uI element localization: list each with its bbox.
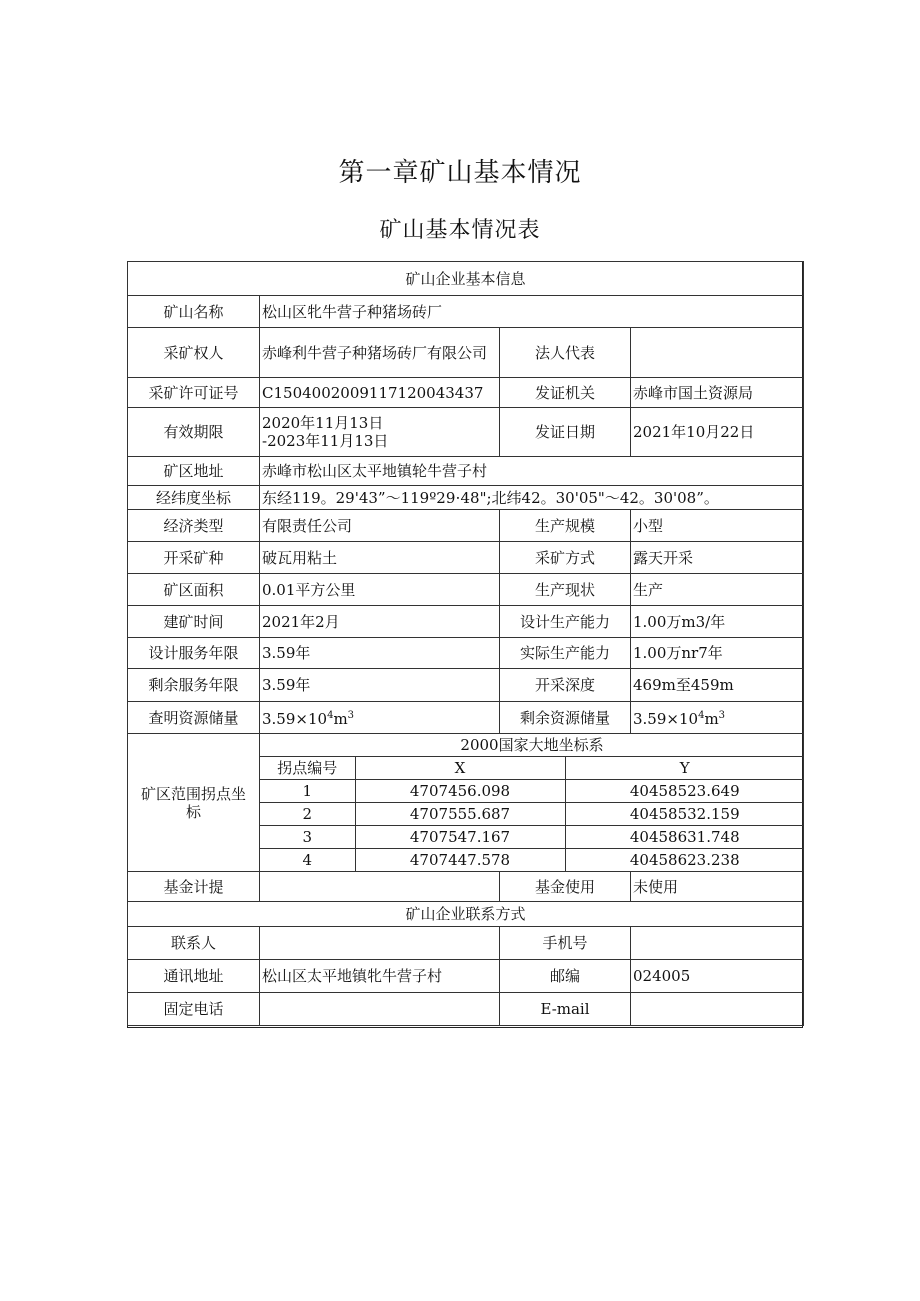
- row-coordinates: [128, 734, 804, 872]
- validity-label: 有效期限: [128, 408, 260, 457]
- row-coords: [128, 486, 804, 510]
- issue-date-value: 2021年10月22日: [631, 408, 804, 457]
- coord-point-y: 40458631.748: [565, 826, 804, 849]
- row-design-life: [128, 638, 804, 669]
- coord-range-label-line2: 标: [185, 802, 201, 821]
- design-capacity-value: 1.00万m3/年: [631, 606, 804, 638]
- postcode-label: 邮编: [500, 960, 631, 993]
- reserves-unit: m: [333, 710, 348, 728]
- phone-value: [260, 993, 500, 1026]
- coord-point-x: 4707555.687: [355, 803, 565, 826]
- scale-value: 小型: [631, 510, 804, 542]
- built-value: 2021年2月: [260, 606, 500, 638]
- coord-header-row: [260, 757, 804, 780]
- remain-reserves-exponent: 4: [698, 710, 705, 721]
- reserves-number: 3.59×10: [262, 710, 328, 728]
- depth-value: 469m至459m: [631, 669, 804, 702]
- area-value: 0.01平方公里: [260, 574, 500, 606]
- remain-reserves-value: [631, 702, 804, 734]
- row-phone: [128, 993, 804, 1026]
- coord-point-x: 4707456.098: [355, 780, 565, 803]
- method-value: 露天开采: [631, 542, 804, 574]
- status-label: 生产现状: [500, 574, 631, 606]
- row-reserves: [128, 702, 804, 734]
- email-label: E-mail: [500, 993, 631, 1026]
- coord-point-row: [260, 803, 804, 826]
- econ-value: 有限责任公司: [260, 510, 500, 542]
- section-header-contact: [128, 902, 804, 927]
- coord-point-y: 40458532.159: [565, 803, 804, 826]
- row-fund: [128, 872, 804, 902]
- chapter-title: 第一章矿山基本情况: [338, 158, 582, 188]
- design-life-label: 设计服务年限: [128, 638, 260, 669]
- design-life-value: 3.59年: [260, 638, 500, 669]
- coord-table: [260, 734, 804, 871]
- row-contact-person: [128, 927, 804, 960]
- license-value: C1504002009117120043437: [260, 378, 500, 408]
- coord-system-row: [260, 734, 804, 757]
- address-label: 矿区地址: [128, 457, 260, 486]
- contact-person-label: 联系人: [128, 927, 260, 960]
- row-area: [128, 574, 804, 606]
- validity-start: 2020年11月13日: [262, 414, 384, 432]
- coord-range-label: [128, 734, 260, 872]
- reserves-exponent: 4: [327, 710, 334, 721]
- section-header-basic: [128, 262, 804, 296]
- coord-range-label-line1: 矿区范围拐点坐: [140, 784, 246, 803]
- reserves-value: [260, 702, 500, 734]
- row-mine-name: [128, 296, 804, 328]
- coord-point-x: 4707547.167: [355, 826, 565, 849]
- legal-rep-label: 法人代表: [500, 328, 631, 378]
- validity-value: [260, 408, 500, 457]
- table-title: 矿山基本情况表: [379, 218, 541, 243]
- coord-header-id: 拐点编号: [260, 757, 355, 780]
- actual-capacity-label: 实际生产能力: [500, 638, 631, 669]
- owner-label: 采矿权人: [128, 328, 260, 378]
- depth-label: 开采深度: [500, 669, 631, 702]
- reserves-label: 查明资源储量: [128, 702, 260, 734]
- license-label: 采矿许可证号: [128, 378, 260, 408]
- section-basic-title: 矿山企业基本信息: [128, 262, 804, 296]
- mineral-value: 破瓦用粘土: [260, 542, 500, 574]
- row-validity: [128, 408, 804, 457]
- row-address: [128, 457, 804, 486]
- mobile-value: [631, 927, 804, 960]
- row-built: [128, 606, 804, 638]
- remain-reserves-number: 3.59×10: [633, 710, 699, 728]
- remain-life-value: 3.59年: [260, 669, 500, 702]
- reserves-unit-exponent: 3: [347, 710, 355, 721]
- owner-value: 赤峰利牛营子种猪场砖厂有限公司: [260, 328, 500, 378]
- row-license: [128, 378, 804, 408]
- coord-header-x: X: [355, 757, 565, 780]
- remain-reserves-unit: m: [704, 710, 719, 728]
- coord-point-row: [260, 826, 804, 849]
- validity-end: -2023年11月13日: [262, 432, 389, 450]
- legal-rep-value: [631, 328, 804, 378]
- mine-info-table: [127, 261, 804, 1026]
- email-value: [631, 993, 804, 1026]
- row-mineral: [128, 542, 804, 574]
- status-value: 生产: [631, 574, 804, 606]
- econ-label: 经济类型: [128, 510, 260, 542]
- coord-table-cell: [260, 734, 804, 872]
- issue-date-label: 发证日期: [500, 408, 631, 457]
- mineral-label: 开采矿种: [128, 542, 260, 574]
- row-econ: [128, 510, 804, 542]
- coords-label: 经纬度坐标: [128, 486, 260, 510]
- actual-capacity-value: 1.00万nr7年: [631, 638, 804, 669]
- address-value: 赤峰市松山区太平地镇轮牛营子村: [260, 457, 804, 486]
- section-contact-title: 矿山企业联系方式: [128, 902, 804, 927]
- mobile-label: 手机号: [500, 927, 631, 960]
- built-label: 建矿时间: [128, 606, 260, 638]
- coord-point-id: 4: [260, 849, 355, 872]
- coord-point-row: [260, 780, 804, 803]
- fund-use-label: 基金使用: [500, 872, 631, 902]
- coord-point-id: 3: [260, 826, 355, 849]
- mine-name-label: 矿山名称: [128, 296, 260, 328]
- coords-value: 东经119。29'43”～119º29⋅48";北纬42。30'05"～42。30'08”。: [260, 486, 804, 510]
- row-remain-life: [128, 669, 804, 702]
- coord-header-y: Y: [565, 757, 804, 780]
- mail-address-value: 松山区太平地镇牝牛营子村: [260, 960, 500, 993]
- mine-name-value: 松山区牝牛营子种猪场砖厂: [260, 296, 804, 328]
- row-mail-address: [128, 960, 804, 993]
- coord-point-y: 40458623.238: [565, 849, 804, 872]
- remain-reserves-label: 剩余资源储量: [500, 702, 631, 734]
- design-capacity-label: 设计生产能力: [500, 606, 631, 638]
- coord-point-row: [260, 849, 804, 872]
- issuer-label: 发证机关: [500, 378, 631, 408]
- method-label: 采矿方式: [500, 542, 631, 574]
- area-label: 矿区面积: [128, 574, 260, 606]
- coord-point-y: 40458523.649: [565, 780, 804, 803]
- coord-point-x: 4707447.578: [355, 849, 565, 872]
- fund-value: [260, 872, 500, 902]
- contact-person-value: [260, 927, 500, 960]
- coord-point-id: 1: [260, 780, 355, 803]
- postcode-value: 024005: [631, 960, 804, 993]
- mail-address-label: 通讯地址: [128, 960, 260, 993]
- issuer-value: 赤峰市国土资源局: [631, 378, 804, 408]
- row-owner: [128, 328, 804, 378]
- coord-point-id: 2: [260, 803, 355, 826]
- coord-system: 2000国家大地坐标系: [260, 734, 804, 757]
- remain-reserves-unit-exponent: 3: [718, 710, 726, 721]
- fund-label: 基金计提: [128, 872, 260, 902]
- remain-life-label: 剩余服务年限: [128, 669, 260, 702]
- scale-label: 生产规模: [500, 510, 631, 542]
- phone-label: 固定电话: [128, 993, 260, 1026]
- fund-use-value: 未使用: [631, 872, 804, 902]
